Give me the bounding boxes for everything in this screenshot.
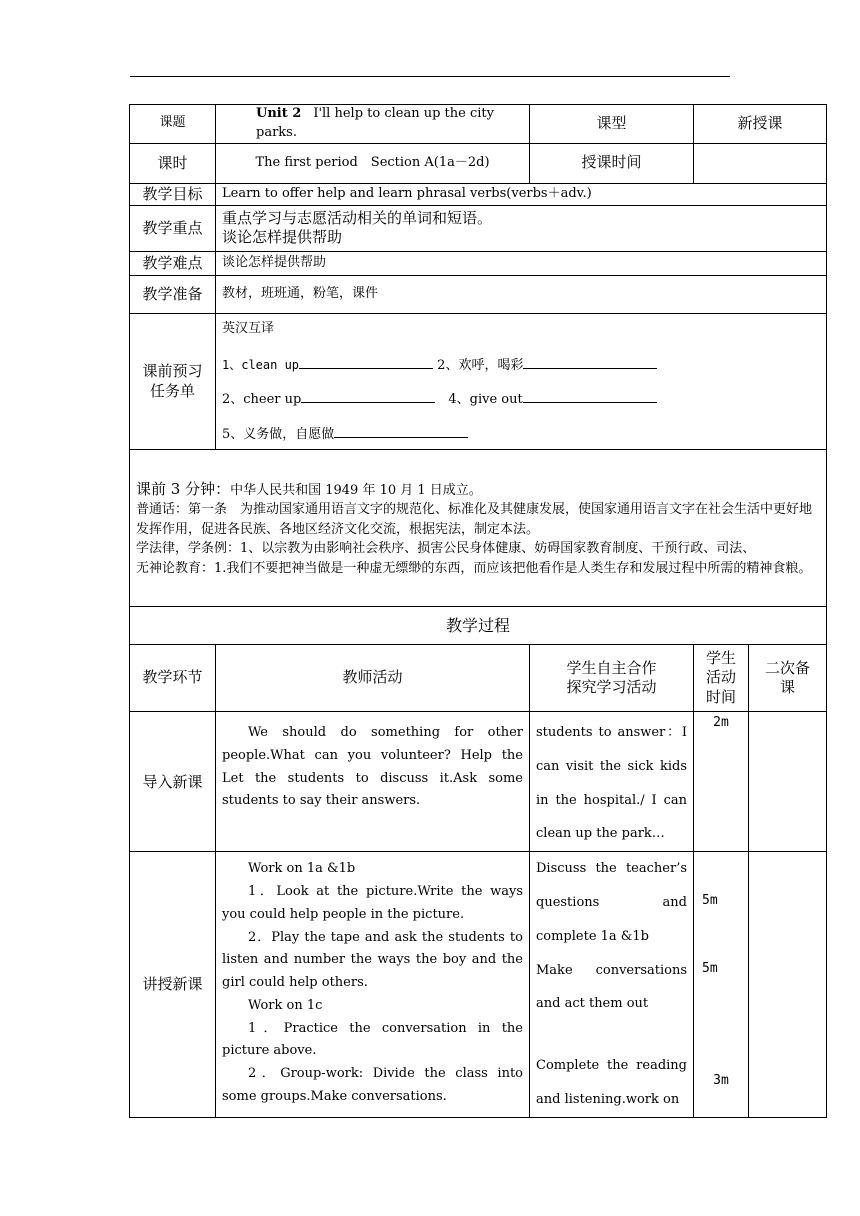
lecture-time-2: 5m — [702, 961, 718, 977]
lecture-teacher-1: Work on 1a &1b — [248, 861, 356, 877]
preview-item-5: 5、义务做，自愿做 — [222, 427, 335, 443]
col-time-line-2: 活动 — [705, 668, 736, 687]
key-line-2: 谈论怎样提供帮助 — [222, 228, 343, 247]
three-min-label: 课前 3 分钟： — [136, 479, 231, 498]
preview-label-line-1: 课前预习 — [142, 362, 203, 381]
preview-label — [130, 313, 216, 449]
col-time-line-3: 时间 — [705, 687, 736, 706]
preview-item-3: 2、cheer up — [222, 392, 302, 408]
row-period — [130, 143, 827, 183]
row-lecture — [130, 852, 827, 1118]
col-time — [694, 645, 749, 712]
type-value: 新授课 — [694, 105, 827, 144]
key-value — [216, 205, 827, 251]
col-student — [530, 645, 694, 712]
key-label: 教学重点 — [130, 205, 216, 251]
preview-row-2 — [222, 389, 820, 410]
row-topic — [130, 105, 827, 144]
preview-title: 英汉互译 — [222, 320, 275, 336]
col-second-line-2: 课 — [780, 678, 796, 697]
period-label: 课时 — [130, 143, 216, 183]
preview-label-line-2: 任务单 — [149, 382, 195, 401]
answer-blank-5[interactable] — [334, 424, 468, 438]
intro-teacher — [216, 712, 537, 852]
time-label: 授课时间 — [530, 143, 694, 183]
lecture-time-1: 5m — [702, 893, 718, 909]
preview-item-2: 2、欢呼，喝彩 — [437, 357, 524, 373]
period-value: The first period Section A(1a－2d) — [216, 143, 530, 183]
lecture-time-3: 3m — [713, 1073, 729, 1089]
col-stage: 教学环节 — [130, 645, 216, 712]
intro-time: 2m — [694, 712, 749, 852]
mandarin-text: 普通话：第一条 为推动国家通用语言文字的规范化、标准化及其健康发展，使国家通用语言文字在社会生活中更好地发挥作用，促进各民族、各地区经济文化交流，根据宪法，制定本法。 — [136, 502, 813, 537]
lecture-teacher-4: Work on 1c — [248, 997, 323, 1013]
col-student-line-1: 学生自主合作 — [566, 658, 657, 677]
preview-item-1: 1、clean up — [222, 357, 300, 372]
three-min-content — [130, 450, 827, 607]
lecture-teacher — [216, 852, 530, 1118]
intro-teacher-para: We should do something for other people.What can you volunteer? Help the Let the students to discuss it.Ask some students to say their answers. — [222, 725, 537, 809]
lecture-student-2: Make conversations and act them out — [536, 962, 687, 1012]
lecture-teacher-6: 2．Group-work: Divide the class into some groups.Make conversations. — [222, 1066, 523, 1104]
key-line-1: 重点学习与志愿活动相关的单词和短语。 — [222, 208, 493, 227]
difficult-label: 教学难点 — [130, 251, 216, 275]
lecture-student-1: Discuss the teacher’s questions and complete 1a &1b — [536, 861, 687, 944]
lecture-teacher-3: 2．Play the tape and ask the students to listen and number the ways the boy and the girl could help others. — [222, 929, 523, 990]
goal-value: Learn to offer help and learn phrasal verbs(verbs＋adv.) — [216, 183, 827, 205]
col-student-line-2: 探究学习活动 — [566, 678, 657, 697]
header-rule — [130, 76, 730, 77]
lecture-teacher-2: 1．Look at the picture.Write the ways you could help people in the picture. — [222, 884, 523, 922]
col-second-line-1: 二次备 — [765, 658, 811, 677]
atheism-text: 无神论教育：1.我们不要把神当做是一种虚无缥缈的东西，而应该把他看作是人类生存和发展过程中所需的精神食粮。 — [136, 560, 812, 576]
lesson-plan-table — [129, 104, 827, 1118]
row-preview — [130, 313, 827, 449]
stage-intro: 导入新课 — [130, 712, 216, 852]
process-title: 教学过程 — [130, 607, 827, 645]
topic-cell — [216, 105, 530, 144]
lecture-second — [749, 852, 827, 1118]
preview-row-1 — [222, 355, 820, 376]
unit-label: Unit 2 — [256, 106, 302, 121]
col-second — [749, 645, 827, 712]
row-goal — [130, 183, 827, 205]
answer-blank-4[interactable] — [523, 389, 657, 403]
answer-blank-2[interactable] — [523, 355, 657, 369]
law-text: 学法律，学条例：1、以宗教为由影响社会秩序、损害公民身体健康、妨碍国家教育制度、干预行政、司法、 — [136, 541, 756, 557]
topic-label: 课题 — [130, 105, 216, 144]
answer-blank-1[interactable] — [299, 355, 433, 369]
intro-student — [530, 712, 694, 852]
prep-label: 教学准备 — [130, 275, 216, 313]
lecture-student-3: Complete the reading and listening.work on — [536, 1058, 687, 1108]
topic-title: I'll help to clean up the city parks. — [256, 106, 494, 140]
row-process-header — [130, 645, 827, 712]
col-teacher: 教师活动 — [216, 645, 530, 712]
row-prep — [130, 275, 827, 313]
preview-item-4: 4、give out — [448, 392, 523, 408]
three-min-lead — [136, 478, 820, 501]
goal-label: 教学目标 — [130, 183, 216, 205]
answer-blank-3[interactable] — [301, 389, 435, 403]
intro-student-para: students to answer：I can visit the sick kids in the hospital./ I can clean up the park… — [536, 725, 687, 842]
row-intro — [130, 712, 827, 852]
lesson-plan — [129, 104, 826, 1118]
preview-content — [216, 313, 827, 449]
col-time-line-1: 学生 — [705, 648, 736, 667]
row-process-title — [130, 607, 827, 645]
lecture-student — [530, 852, 694, 1118]
prep-value: 教材，班班通，粉笔，课件 — [216, 275, 827, 313]
lecture-time — [694, 852, 749, 1118]
type-label: 课型 — [530, 105, 694, 144]
row-three-min — [130, 450, 827, 607]
three-min-text: 中华人民共和国 1949 年 10 月 1 日成立。 — [230, 482, 482, 498]
preview-row-3 — [222, 424, 820, 445]
row-key — [130, 205, 827, 251]
time-value — [694, 143, 827, 183]
row-difficult — [130, 251, 827, 275]
stage-lecture: 讲授新课 — [130, 852, 216, 1118]
intro-second — [749, 712, 827, 852]
lecture-teacher-5: 1．Practice the conversation in the picture above. — [222, 1020, 523, 1059]
difficult-value: 谈论怎样提供帮助 — [216, 251, 827, 275]
